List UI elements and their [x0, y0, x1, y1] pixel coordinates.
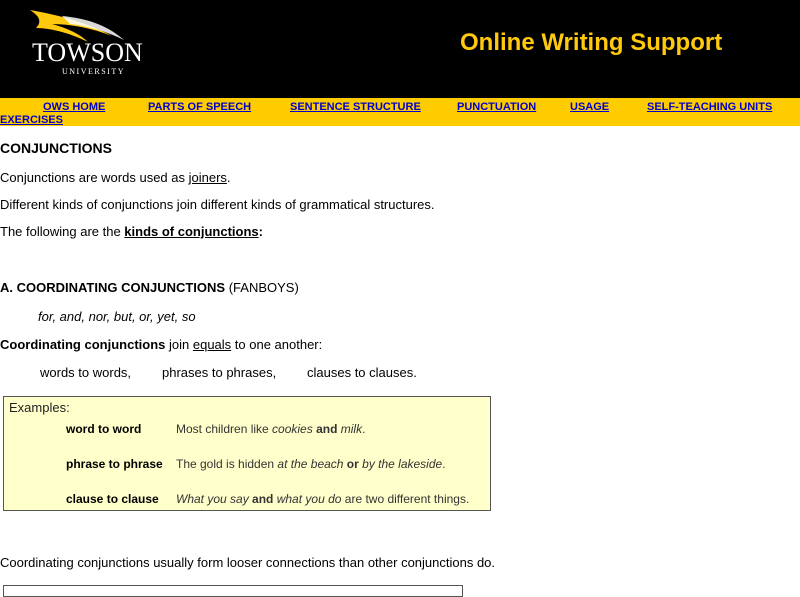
kinds-of-conjunctions-link[interactable]: kinds of conjunctions — [124, 224, 259, 239]
examples-label: Examples: — [9, 400, 70, 415]
next-box — [3, 585, 463, 597]
equals-link[interactable]: equals — [192, 337, 232, 352]
looser-connections-line: Coordinating conjunctions usually form looser connections than other conjunctions do. — [0, 555, 496, 570]
nav-punctuation[interactable]: PUNCTUATION — [457, 101, 537, 113]
different-line: Different kinds of conjunctions join different kinds of grammatical structures. — [0, 197, 435, 212]
nav-self-teaching-units[interactable]: SELF-TEACHING UNITS — [647, 101, 773, 113]
example-key-clause: clause to clause — [66, 492, 159, 506]
nav-usage[interactable]: USAGE — [570, 101, 610, 113]
example-value-clause: What you say and what you do are two different things. — [176, 492, 470, 506]
section-a-heading: A. COORDINATING CONJUNCTIONS (FANBOYS) — [0, 280, 299, 295]
nav-exercises[interactable]: EXERCISES — [0, 114, 63, 126]
example-value-phrase: The gold is hidden at the beach or by the lakeside. — [176, 457, 446, 471]
pair-clauses: clauses to clauses. — [307, 365, 417, 380]
examples-box — [3, 396, 491, 511]
pair-words: words to words, — [40, 365, 132, 380]
site-title: Online Writing Support — [460, 29, 723, 56]
fanboys-list: for, and, nor, but, or, yet, so — [38, 309, 196, 324]
top-nav — [0, 98, 800, 126]
example-key-word: word to word — [66, 422, 142, 436]
intro-line: Conjunctions are words used as joiners. — [0, 170, 231, 185]
coordinating-definition: Coordinating conjunctions join equals to one another: — [0, 337, 323, 352]
logo-wordmark: TOWSON — [32, 38, 143, 67]
pair-phrases: phrases to phrases, — [162, 365, 277, 380]
joiners-link[interactable]: joiners — [188, 170, 227, 185]
page-title: CONJUNCTIONS — [0, 140, 113, 156]
following-line: The following are the kinds of conjunctions: — [0, 224, 263, 239]
example-key-phrase: phrase to phrase — [66, 457, 163, 471]
example-value-word: Most children like cookies and milk. — [176, 422, 366, 436]
nav-ows-home[interactable]: OWS HOME — [43, 101, 106, 113]
nav-sentence-structure[interactable]: SENTENCE STRUCTURE — [290, 101, 421, 113]
nav-parts-of-speech[interactable]: PARTS OF SPEECH — [148, 101, 252, 113]
logo-subtitle: UNIVERSITY — [62, 67, 125, 76]
site-header — [0, 0, 800, 98]
